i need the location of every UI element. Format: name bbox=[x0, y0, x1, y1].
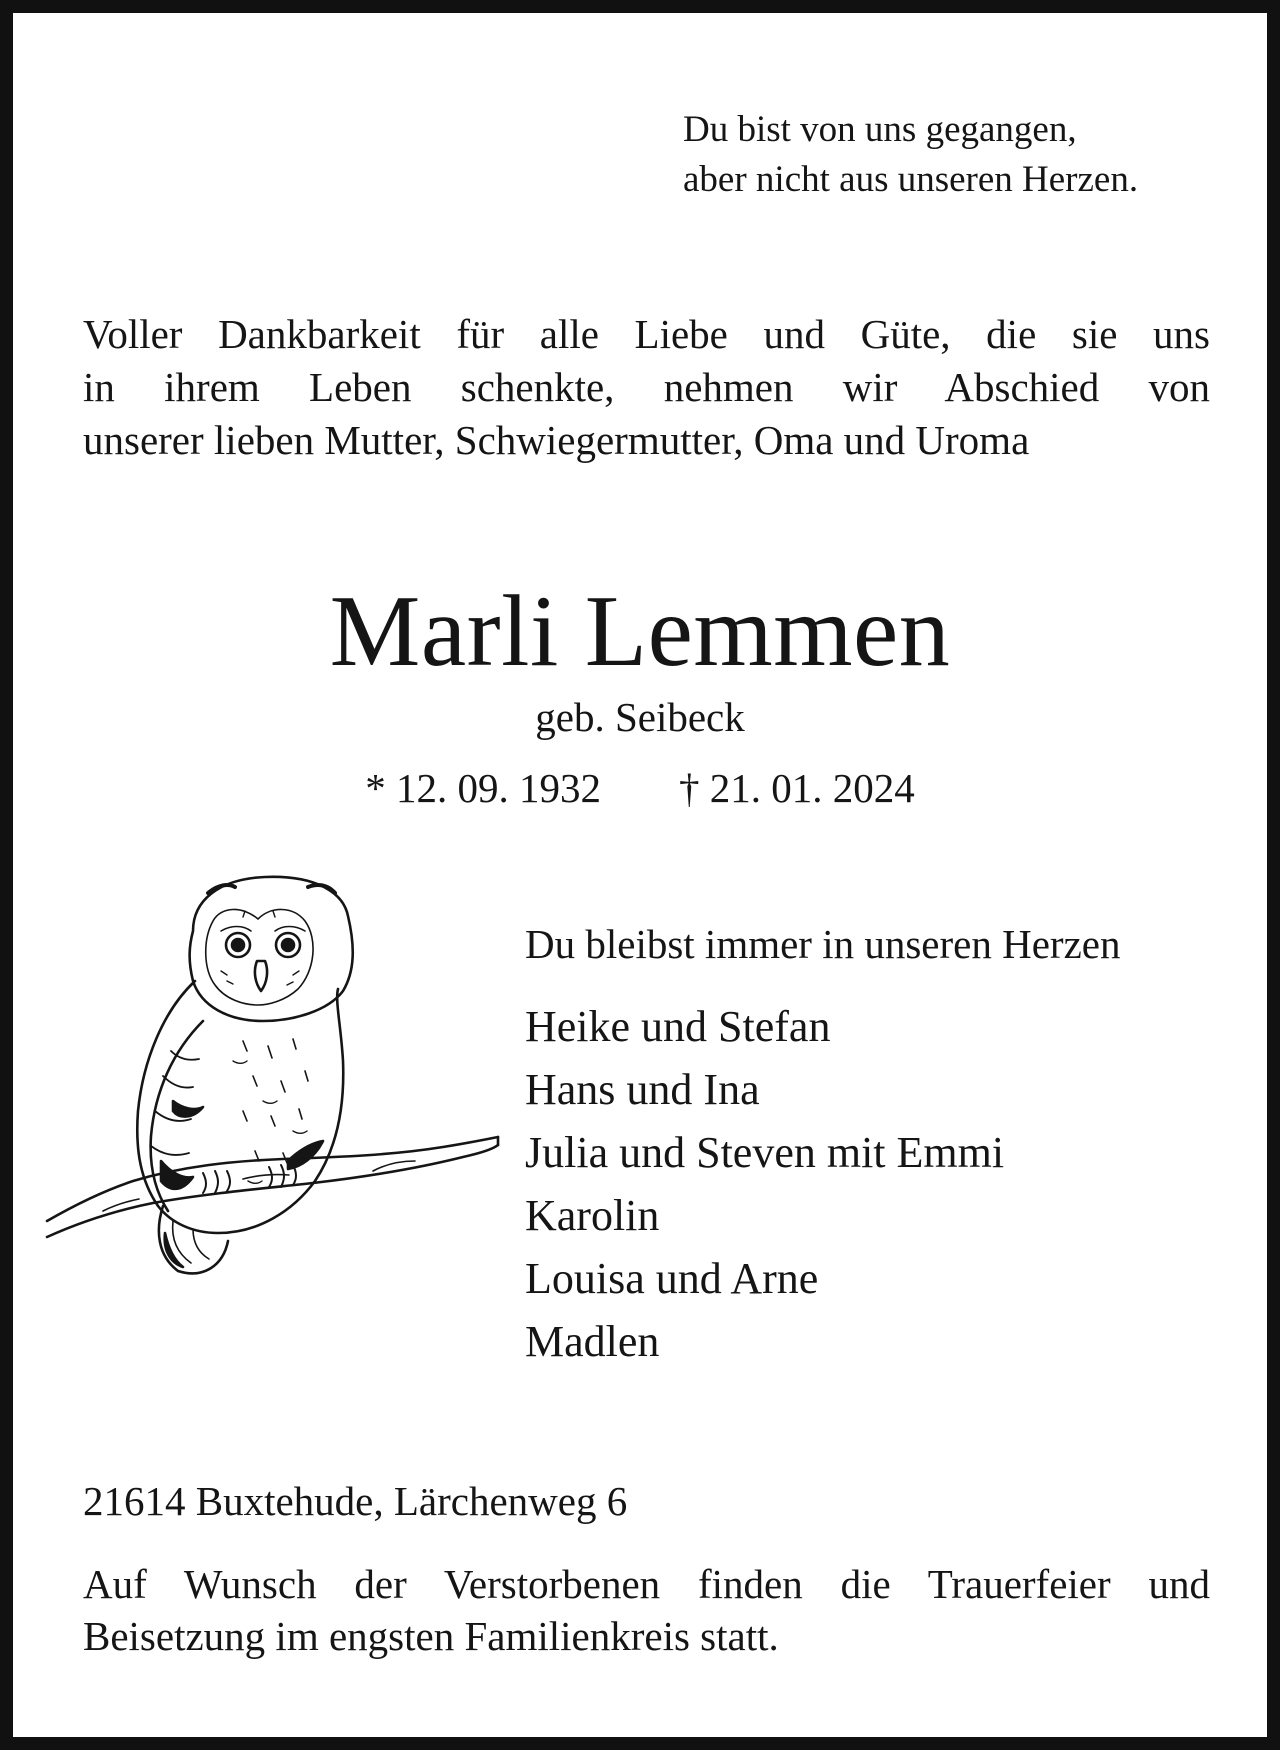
intro-line-1: Voller Dankbarkeit für alle Liebe und Güte, die sie uns bbox=[83, 311, 1210, 357]
list-item: Karolin bbox=[525, 1191, 660, 1240]
owl-on-branch-illustration bbox=[43, 861, 503, 1281]
deceased-name: Marli Lemmen bbox=[329, 575, 951, 688]
intro-paragraph bbox=[83, 308, 1210, 467]
motto-line-2: aber nicht aus unseren Herzen. bbox=[683, 159, 1139, 200]
closing-paragraph bbox=[83, 1558, 1210, 1662]
motto-line-1: Du bist von uns gegangen, bbox=[683, 109, 1077, 150]
list-item: Hans und Ina bbox=[525, 1065, 760, 1114]
mourners-list bbox=[525, 995, 1225, 1373]
list-item: Heike und Stefan bbox=[525, 1002, 831, 1051]
intro-line-2: in ihrem Leben schenkte, nehmen wir Abschied von bbox=[83, 364, 1210, 410]
birth-name: geb. Seibeck bbox=[535, 694, 745, 740]
intro-line-3: unserer lieben Mutter, Schwiegermutter, Oma und Uroma bbox=[83, 417, 1030, 463]
life-dates bbox=[13, 761, 1267, 815]
list-item: Louisa und Arne bbox=[525, 1254, 819, 1303]
family-address: 21614 Buxtehude, Lärchenweg 6 bbox=[83, 1478, 628, 1524]
list-item: Julia und Steven mit Emmi bbox=[525, 1128, 1005, 1177]
birth-date: * 12. 09. 1932 bbox=[365, 765, 601, 811]
motto-quote bbox=[683, 105, 1223, 205]
closing-line-2: Beisetzung im engsten Familienkreis statt. bbox=[83, 1613, 779, 1659]
list-item: Madlen bbox=[525, 1317, 660, 1366]
farewell-heading: Du bleibst immer in unseren Herzen bbox=[525, 921, 1121, 967]
death-date: † 21. 01. 2024 bbox=[679, 765, 915, 811]
closing-line-1: Auf Wunsch der Verstorbenen finden die Trauerfeier und bbox=[83, 1561, 1210, 1607]
